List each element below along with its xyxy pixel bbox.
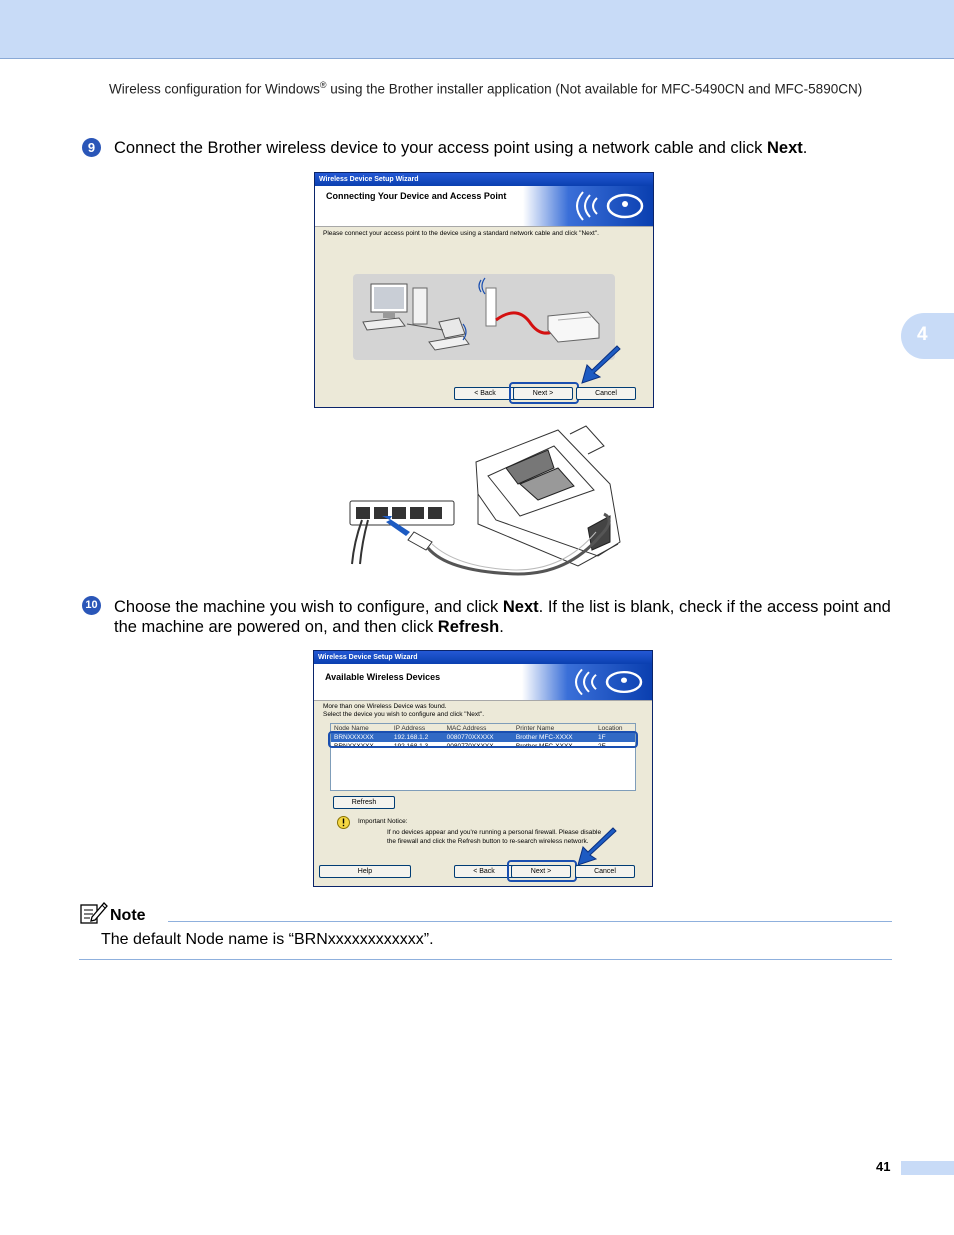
cell: 0080770XXXXX — [446, 734, 494, 741]
network-illustration — [353, 274, 615, 360]
cell: 1F — [597, 734, 606, 741]
step-10-badge: 10 — [82, 596, 101, 615]
note-top-rule — [168, 921, 892, 922]
top-band — [0, 0, 954, 59]
pointer-arrow-icon — [576, 827, 620, 867]
cell: 0080770XXXXX — [446, 743, 494, 750]
wireless-banner-icon — [522, 664, 652, 700]
column-header[interactable]: Node Name — [334, 725, 369, 732]
refresh-button[interactable]: Refresh — [333, 796, 395, 809]
cancel-button[interactable]: Cancel — [576, 387, 636, 400]
dialog-header — [315, 186, 653, 227]
note-pencil-icon — [80, 901, 108, 925]
step-9-text: Connect the Brother wireless device to your access point using a network cable and click Next. — [114, 139, 808, 157]
selected-row-highlight — [328, 731, 638, 748]
notice-title: Important Notice: — [358, 818, 408, 825]
running-header: Wireless configuration for Windows® using the Brother installer application (Not available for MFC-5490CN and MFC-5890CN) — [109, 80, 863, 97]
note-text: The default Node name is “BRNxxxxxxxxxxxx”. — [101, 931, 434, 948]
cell: 2F — [597, 743, 606, 750]
cell: Brother MFC-XXXX — [515, 743, 573, 750]
found-message: More than one Wireless Device was found. — [323, 703, 447, 710]
column-header[interactable]: IP Address — [393, 725, 426, 732]
page-number: 41 — [876, 1159, 891, 1174]
cell: 192.168.1.2 — [393, 734, 429, 741]
wireless-banner-icon — [523, 186, 653, 226]
connect-dialog-screenshot — [314, 172, 654, 408]
back-button[interactable]: < Back — [454, 865, 514, 878]
column-header[interactable]: Location — [597, 725, 623, 732]
dialog-heading: Connecting Your Device and Access Point — [326, 191, 507, 201]
step-10-text: Choose the machine you wish to configure, and click Next. If the list is blank, check if the access point and the machine are powered on, and then click Refresh. — [114, 598, 891, 636]
column-header[interactable]: MAC Address — [446, 725, 487, 732]
step-9-badge: 9 — [82, 138, 101, 157]
dialog-title: Wireless Device Setup Wizard — [314, 651, 652, 664]
cell: BRNXXXXXX — [334, 734, 374, 741]
info-icon — [337, 816, 350, 829]
chapter-tab: 4 — [901, 313, 954, 359]
cell: Brother MFC-XXXX — [515, 734, 573, 741]
network-cable-illustration — [348, 424, 630, 580]
notice-text: If no devices appear and you're running a personal firewall. Please disable the firewall and click the Refresh button to re-search wireless network. — [387, 829, 602, 845]
devices-dialog-screenshot — [313, 650, 653, 887]
dialog-title: Wireless Device Setup Wizard — [315, 173, 653, 186]
next-button[interactable]: Next > — [511, 865, 571, 878]
cancel-button[interactable]: Cancel — [575, 865, 635, 878]
cell: 192.168.1.3 — [393, 743, 429, 750]
dialog-instruction: Please connect your access point to the device using a standard network cable and click "Next". — [323, 230, 599, 237]
note-label: Note — [110, 907, 146, 924]
dialog-header — [314, 664, 652, 701]
note-bottom-rule — [79, 959, 892, 960]
pointer-arrow-icon — [580, 345, 624, 385]
cell: BRNXXXXXX — [334, 743, 374, 750]
select-message: Select the device you wish to configure and click "Next". — [323, 711, 485, 718]
back-button[interactable]: < Back — [454, 387, 516, 400]
dialog-heading: Available Wireless Devices — [325, 672, 441, 682]
next-button[interactable]: Next > — [513, 387, 573, 400]
column-header[interactable]: Printer Name — [515, 725, 555, 732]
help-button[interactable]: Help — [319, 865, 411, 878]
page-number-bar — [901, 1161, 954, 1175]
